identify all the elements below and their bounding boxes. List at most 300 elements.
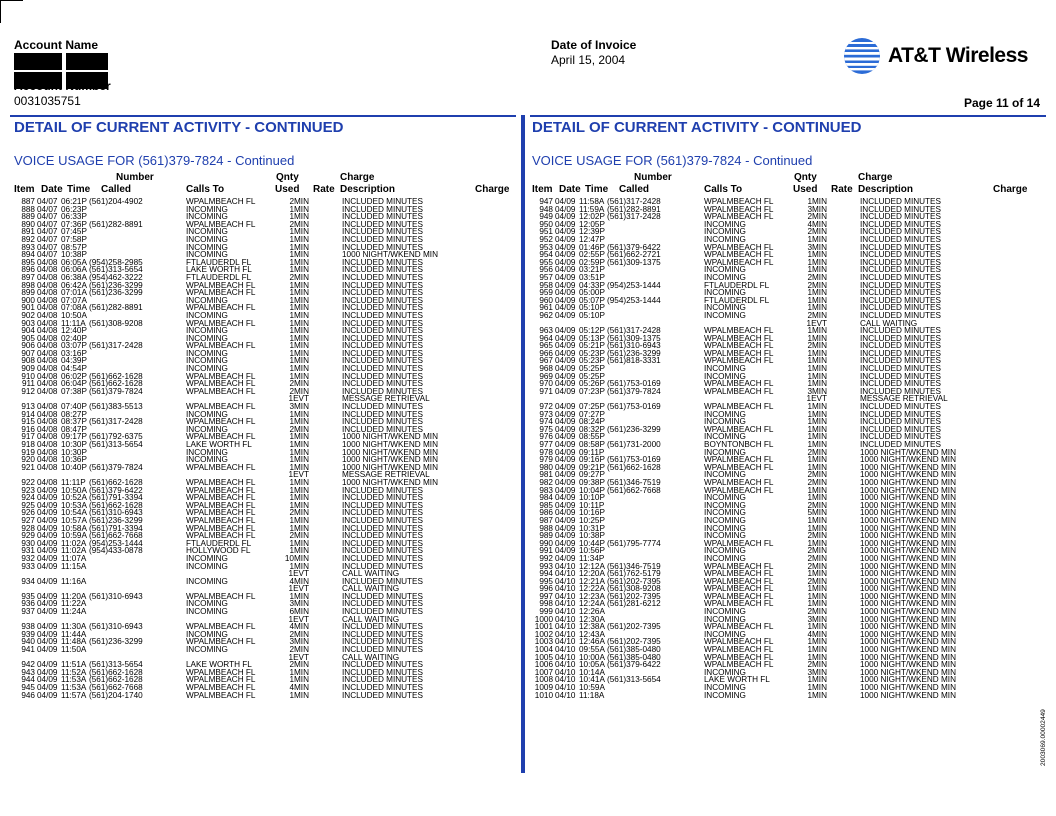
item-number: 958 [539, 280, 553, 290]
item-number: 899 [21, 288, 35, 298]
call-time: 11:20A [61, 591, 87, 601]
item-number: 988 [539, 523, 553, 533]
quantity-used: 2MIN [807, 553, 827, 563]
quantity-used: 2MIN [807, 470, 827, 480]
col-header-charge-top: Charge [340, 172, 375, 183]
quantity-used: 1MIN [807, 265, 827, 275]
charge-description: INCLUDED MINUTES [342, 576, 423, 586]
call-time: 06:42A [61, 280, 87, 290]
calls-to: WPALMBEACH FL [704, 257, 774, 267]
item-number: 961 [539, 303, 553, 313]
quantity-used: 1MIN [289, 242, 309, 252]
call-date: 04/09 [555, 265, 576, 275]
item-number: 1004 [534, 645, 553, 655]
item-number: 963 [539, 326, 553, 336]
charge-description: INCLUDED MINUTES [342, 402, 423, 412]
call-date: 04/09 [555, 500, 576, 510]
number-called: (561)236-3299 [89, 280, 143, 290]
col-header-called: Called [619, 184, 650, 195]
call-date: 04/09 [555, 455, 576, 465]
call-date: 04/09 [555, 508, 576, 518]
call-time: 11:07A [61, 553, 87, 563]
call-date: 04/09 [555, 424, 576, 434]
call-time: 11:22A [61, 599, 87, 609]
item-number: 977 [539, 440, 553, 449]
table-row [14, 403, 522, 411]
item-number: 907 [21, 348, 35, 358]
call-date: 04/08 [37, 379, 58, 389]
quantity-used: 1MIN [289, 500, 309, 510]
call-time: 10:50A [61, 485, 87, 495]
item-number: 1005 [534, 652, 553, 662]
call-time: 07:40P [61, 402, 87, 412]
call-date: 04/09 [37, 690, 58, 700]
call-time: 11:44A [61, 629, 87, 639]
charge-description: INCLUDED MINUTES [860, 303, 941, 313]
calls-to: WPALMBEACH FL [704, 599, 774, 609]
section-rule-left [10, 115, 516, 117]
item-number: 992 [539, 553, 553, 563]
item-number: 990 [539, 538, 553, 548]
col-header-rate: Rate [831, 184, 853, 195]
table-row [14, 570, 522, 578]
call-date: 04/08 [37, 440, 58, 449]
calls-to: WPALMBEACH FL [704, 341, 774, 351]
calls-to: WPALMBEACH FL [704, 538, 774, 548]
col-header-calls-to: Calls To [704, 184, 743, 195]
call-time: 02:59P [579, 257, 605, 267]
calls-to: INCOMING [186, 645, 228, 655]
item-number: 909 [21, 364, 35, 374]
calls-to: INCOMING [704, 364, 746, 374]
quantity-used: 1EVT [288, 394, 309, 404]
item-number: 890 [21, 219, 35, 229]
item-number: 902 [21, 310, 35, 320]
item-number: 1007 [534, 667, 553, 677]
charge-description: INCLUDED MINUTES [342, 204, 423, 214]
quantity-used: 1MIN [807, 683, 827, 692]
call-time: 08:24P [579, 417, 605, 427]
item-number: 930 [21, 538, 35, 548]
call-date: 04/09 [555, 402, 576, 412]
table-row [532, 441, 1040, 449]
calls-to: INCOMING [704, 288, 746, 298]
quantity-used: 1MIN [289, 477, 309, 487]
calls-to: WPALMBEACH FL [186, 675, 256, 685]
quantity-used: 1MIN [289, 447, 309, 457]
table-row [532, 304, 1040, 312]
charge-description: INCLUDED MINUTES [342, 424, 423, 434]
calls-to: WPALMBEACH FL [186, 432, 256, 442]
charge-description: 1000 NIGHT/WKEND MIN [860, 477, 956, 487]
table-row [14, 350, 522, 358]
calls-to: INCOMING [704, 371, 746, 381]
number-called: (561)753-0169 [607, 379, 661, 389]
quantity-used: 1MIN [807, 485, 827, 495]
charge-description: INCLUDED MINUTES [342, 310, 423, 320]
calls-to: WPALMBEACH FL [704, 637, 774, 647]
charge-description: INCLUDED MINUTES [342, 257, 423, 267]
calls-to: INCOMING [186, 629, 228, 639]
call-date: 04/09 [555, 310, 576, 320]
invoice-date-label: Date of Invoice [551, 38, 637, 52]
calls-to: WPALMBEACH FL [186, 690, 256, 700]
number-called: (561)662-7668 [89, 531, 143, 541]
call-date: 04/10 [555, 599, 576, 609]
number-called: (561)204-1740 [89, 690, 143, 700]
call-date: 04/09 [555, 250, 576, 260]
calls-to: WPALMBEACH FL [704, 204, 774, 214]
table-header [532, 184, 1040, 196]
charge-description: INCLUDED MINUTES [342, 637, 423, 647]
charge-description: CALL WAITING [860, 318, 918, 328]
call-time: 11:34P [579, 553, 605, 563]
quantity-used: 1MIN [289, 250, 309, 260]
call-date: 04/09 [37, 485, 58, 495]
number-called: (561)317-2428 [607, 212, 661, 222]
call-date: 04/08 [37, 272, 58, 282]
call-date: 04/08 [37, 409, 58, 419]
item-number: 952 [539, 234, 553, 244]
item-number: 941 [21, 645, 35, 655]
item-number: 929 [21, 531, 35, 541]
quantity-used: 1MIN [807, 569, 827, 579]
item-number: 967 [539, 356, 553, 366]
item-number: 940 [21, 637, 35, 647]
call-date: 04/09 [37, 675, 58, 685]
table-row [532, 426, 1040, 434]
item-number: 976 [539, 432, 553, 442]
charge-description: INCLUDED MINUTES [860, 257, 941, 267]
number-called: (561)313-5654 [89, 660, 143, 670]
charge-description: INCLUDED MINUTES [860, 348, 941, 358]
calls-to: WPALMBEACH FL [186, 477, 256, 487]
table-row [14, 304, 522, 312]
number-called: (561)202-7395 [607, 637, 661, 647]
usage-rows-right [532, 198, 1040, 699]
call-date: 04/09 [37, 553, 58, 563]
number-called: (561)662-1628 [89, 371, 143, 381]
number-called: (561)236-3299 [89, 515, 143, 525]
calls-to: INCOMING [704, 234, 746, 244]
quantity-used: 1MIN [289, 440, 309, 449]
calls-to: INCOMING [704, 303, 746, 313]
call-date: 04/09 [555, 417, 576, 427]
charge-description: INCLUDED MINUTES [342, 629, 423, 639]
number-called: (561)379-6422 [607, 660, 661, 670]
col-header-qnty: Qnty [794, 172, 817, 183]
number-called: (561)662-1628 [89, 667, 143, 677]
item-number: 955 [539, 257, 553, 267]
col-header-used: Used [275, 184, 300, 195]
charge-description: INCLUDED MINUTES [860, 272, 941, 282]
call-time: 10:57A [61, 515, 87, 525]
call-time: 10:31P [579, 523, 605, 533]
call-date: 04/09 [555, 409, 576, 419]
charge-description: INCLUDED MINUTES [342, 379, 423, 389]
item-number: 914 [21, 409, 35, 419]
call-time: 11:51A [61, 660, 87, 670]
call-date: 04/08 [37, 371, 58, 381]
calls-to: WPALMBEACH FL [704, 424, 774, 434]
number-called: (561)313-5654 [89, 440, 143, 449]
item-number: 895 [21, 257, 35, 267]
col-header-date: Date [559, 184, 581, 195]
charge-description: INCLUDED MINUTES [860, 212, 941, 222]
quantity-used: 2MIN [289, 508, 309, 518]
call-date: 04/09 [555, 295, 576, 305]
call-date: 04/10 [555, 629, 576, 639]
item-number: 944 [21, 675, 35, 685]
calls-to: INCOMING [704, 523, 746, 533]
call-time: 11:30A [61, 622, 87, 632]
table-row [14, 608, 522, 616]
call-date: 04/08 [37, 477, 58, 487]
item-number: 954 [539, 250, 553, 260]
call-date: 04/09 [555, 531, 576, 541]
voice-usage-title-left: VOICE USAGE FOR (561)379-7824 - Continued [14, 153, 295, 168]
number-called: (561)662-1628 [89, 500, 143, 510]
call-date: 04/10 [555, 591, 576, 601]
charge-description: INCLUDED MINUTES [342, 493, 423, 503]
calls-to: WPALMBEACH FL [704, 326, 774, 336]
col-header-description: Description [340, 184, 396, 195]
charge-description: 1000 NIGHT/WKEND MIN [860, 538, 956, 548]
document-id-vertical: 2003069.00002449 [1040, 709, 1047, 766]
call-date: 04/09 [37, 561, 58, 571]
col-header-item: Item [532, 184, 553, 195]
calls-to: WPALMBEACH FL [186, 371, 256, 381]
quantity-used: 3MIN [289, 402, 309, 412]
call-time: 11:59A [579, 204, 605, 214]
item-number: 894 [21, 250, 35, 260]
calls-to: INCOMING [704, 417, 746, 427]
call-time: 10:44P [579, 538, 605, 548]
quantity-used: 2MIN [289, 197, 309, 206]
quantity-used: 3MIN [807, 667, 827, 677]
call-time: 11:02A [61, 538, 87, 548]
call-date: 04/09 [37, 576, 58, 586]
usage-table-right [532, 172, 1040, 792]
quantity-used: 2MIN [289, 629, 309, 639]
quantity-used: 1MIN [807, 591, 827, 601]
call-time: 09:11P [579, 447, 605, 457]
charge-description: INCLUDED MINUTES [342, 197, 423, 206]
charge-description: 1000 NIGHT/WKEND MIN [860, 531, 956, 541]
corner-crop-mark [0, 0, 23, 23]
charge-description: 1000 NIGHT/WKEND MIN [860, 493, 956, 503]
charge-description: 1000 NIGHT/WKEND MIN [342, 462, 438, 472]
quantity-used: 3MIN [807, 204, 827, 214]
quantity-used: 4MIN [807, 219, 827, 229]
number-called: (954)253-1444 [607, 295, 661, 305]
call-date: 04/09 [555, 242, 576, 252]
item-number: 996 [539, 584, 553, 594]
charge-description: INCLUDED MINUTES [342, 531, 423, 541]
quantity-used: 2MIN [807, 212, 827, 222]
item-number: 948 [539, 204, 553, 214]
call-time: 07:08A [61, 303, 87, 313]
item-number: 892 [21, 234, 35, 244]
quantity-used: 1MIN [289, 212, 309, 222]
calls-to: INCOMING [186, 212, 228, 222]
page-number: Page 11 of 14 [963, 96, 1040, 110]
number-called: (561)791-3394 [89, 523, 143, 533]
quantity-used: 1MIN [289, 546, 309, 556]
calls-to: WPALMBEACH FL [704, 386, 774, 396]
number-called: (561)204-4902 [89, 197, 143, 206]
number-called: (561)313-5654 [89, 265, 143, 275]
call-time: 07:01A [61, 288, 87, 298]
quantity-used: 2MIN [807, 310, 827, 320]
item-number: 984 [539, 493, 553, 503]
item-number: 949 [539, 212, 553, 222]
quantity-used: 2MIN [807, 576, 827, 586]
quantity-used: 1MIN [807, 333, 827, 343]
call-date: 04/09 [555, 515, 576, 525]
call-time: 09:27P [579, 470, 605, 480]
account-name-redaction [66, 53, 108, 70]
quantity-used: 1MIN [289, 591, 309, 601]
call-date: 04/08 [37, 318, 58, 328]
item-number: 968 [539, 364, 553, 374]
charge-description: CALL WAITING [342, 569, 400, 579]
calls-to: WPALMBEACH FL [186, 386, 256, 396]
charge-description: 1000 NIGHT/WKEND MIN [860, 667, 956, 677]
charge-description: MESSAGE RETRIEVAL [342, 470, 430, 480]
charge-description: 1000 NIGHT/WKEND MIN [860, 485, 956, 495]
quantity-used: 1MIN [807, 538, 827, 548]
charge-description: INCLUDED MINUTES [860, 402, 941, 412]
call-date: 04/07 [37, 212, 58, 222]
quantity-used: 1MIN [289, 515, 309, 525]
charge-description: 1000 NIGHT/WKEND MIN [342, 432, 438, 442]
item-number: 1006 [534, 660, 553, 670]
table-row [532, 547, 1040, 555]
call-time: 06:05A [61, 257, 87, 267]
charge-description: INCLUDED MINUTES [860, 310, 941, 320]
call-time: 10:25P [579, 515, 605, 525]
table-row [14, 289, 522, 297]
number-called: (561)281-6212 [607, 599, 661, 609]
item-number: 1001 [534, 622, 553, 632]
quantity-used: 1MIN [289, 257, 309, 267]
call-date: 04/08 [37, 310, 58, 320]
item-number: 980 [539, 462, 553, 472]
number-called: (561)791-3394 [89, 493, 143, 503]
calls-to: WPALMBEACH FL [186, 637, 256, 647]
calls-to: INCOMING [704, 614, 746, 624]
charge-description: INCLUDED MINUTES [860, 326, 941, 336]
charge-description: INCLUDED MINUTES [342, 645, 423, 655]
calls-to: INCOMING [186, 227, 228, 237]
call-date: 04/09 [555, 523, 576, 533]
call-time: 06:23P [61, 204, 87, 214]
number-called: (561)379-6422 [607, 242, 661, 252]
table-header-top [532, 172, 1040, 184]
call-date: 04/08 [37, 303, 58, 313]
number-called: (561)662-1628 [89, 379, 143, 389]
charge-description: INCLUDED MINUTES [342, 295, 423, 305]
quantity-used: 1EVT [806, 394, 827, 404]
col-header-number: Number [634, 172, 672, 183]
calls-to: HOLLYWOOD FL [186, 546, 251, 556]
quantity-used: 1MIN [289, 303, 309, 313]
item-number: 913 [21, 402, 35, 412]
charge-description: INCLUDED MINUTES [860, 242, 941, 252]
call-date: 04/08 [37, 257, 58, 267]
account-name-label: Account Name [14, 38, 99, 52]
call-date: 04/08 [37, 265, 58, 275]
charge-description: INCLUDED MINUTES [342, 591, 423, 601]
table-row [14, 449, 522, 457]
charge-description: INCLUDED MINUTES [860, 424, 941, 434]
call-time: 10:00A [579, 652, 605, 662]
charge-description: 1000 NIGHT/WKEND MIN [860, 660, 956, 670]
call-time: 09:38P [579, 477, 605, 487]
quantity-used: 1MIN [807, 493, 827, 503]
charge-description: INCLUDED MINUTES [860, 409, 941, 419]
call-time: 10:11P [579, 500, 605, 510]
call-time: 08:47P [61, 424, 87, 434]
call-date: 04/09 [555, 303, 576, 313]
quantity-used: 2MIN [289, 379, 309, 389]
call-time: 07:07A [61, 295, 87, 305]
table-row [14, 236, 522, 244]
calls-to: WPALMBEACH FL [186, 591, 256, 601]
calls-to: WPALMBEACH FL [186, 280, 256, 290]
number-called: (561)662-2721 [607, 250, 661, 260]
item-number: 1002 [534, 629, 553, 639]
charge-description: 1000 NIGHT/WKEND MIN [342, 440, 438, 449]
quantity-used: 1MIN [289, 675, 309, 685]
item-number: 938 [21, 622, 35, 632]
quantity-used: 1MIN [807, 455, 827, 465]
table-row [14, 578, 522, 586]
number-called: (561)317-2428 [607, 326, 661, 336]
number-called: (561)282-8891 [607, 204, 661, 214]
usage-rows-left [14, 198, 522, 699]
quantity-used: 1MIN [289, 348, 309, 358]
calls-to: FTLAUDERDL FL [186, 272, 252, 282]
table-row [14, 198, 522, 206]
call-date: 04/10 [555, 660, 576, 670]
call-time: 10:36P [61, 455, 87, 465]
call-time: 12:22A [579, 584, 605, 594]
item-number: 943 [21, 667, 35, 677]
calls-to: INCOMING [186, 424, 228, 434]
col-header-time: Time [67, 184, 91, 195]
quantity-used: 3MIN [289, 637, 309, 647]
call-date: 04/08 [37, 447, 58, 457]
item-number: 972 [539, 402, 553, 412]
charge-description: INCLUDED MINUTES [342, 341, 423, 351]
charge-description: INCLUDED MINUTES [342, 690, 423, 700]
quantity-used: 1MIN [807, 675, 827, 685]
quantity-used: 1MIN [807, 234, 827, 244]
call-time: 11:48A [61, 637, 87, 647]
number-called: (561)795-7774 [607, 538, 661, 548]
number-called: (561)202-7395 [607, 576, 661, 586]
calls-to: WPALMBEACH FL [704, 197, 774, 206]
number-called: (561)317-2428 [89, 341, 143, 351]
item-number: 947 [539, 197, 553, 206]
calls-to: WPALMBEACH FL [704, 455, 774, 465]
quantity-used: 1MIN [289, 318, 309, 328]
quantity-used: 1MIN [807, 288, 827, 298]
charge-description: INCLUDED MINUTES [342, 364, 423, 374]
number-called: (561)346-7519 [607, 561, 661, 571]
